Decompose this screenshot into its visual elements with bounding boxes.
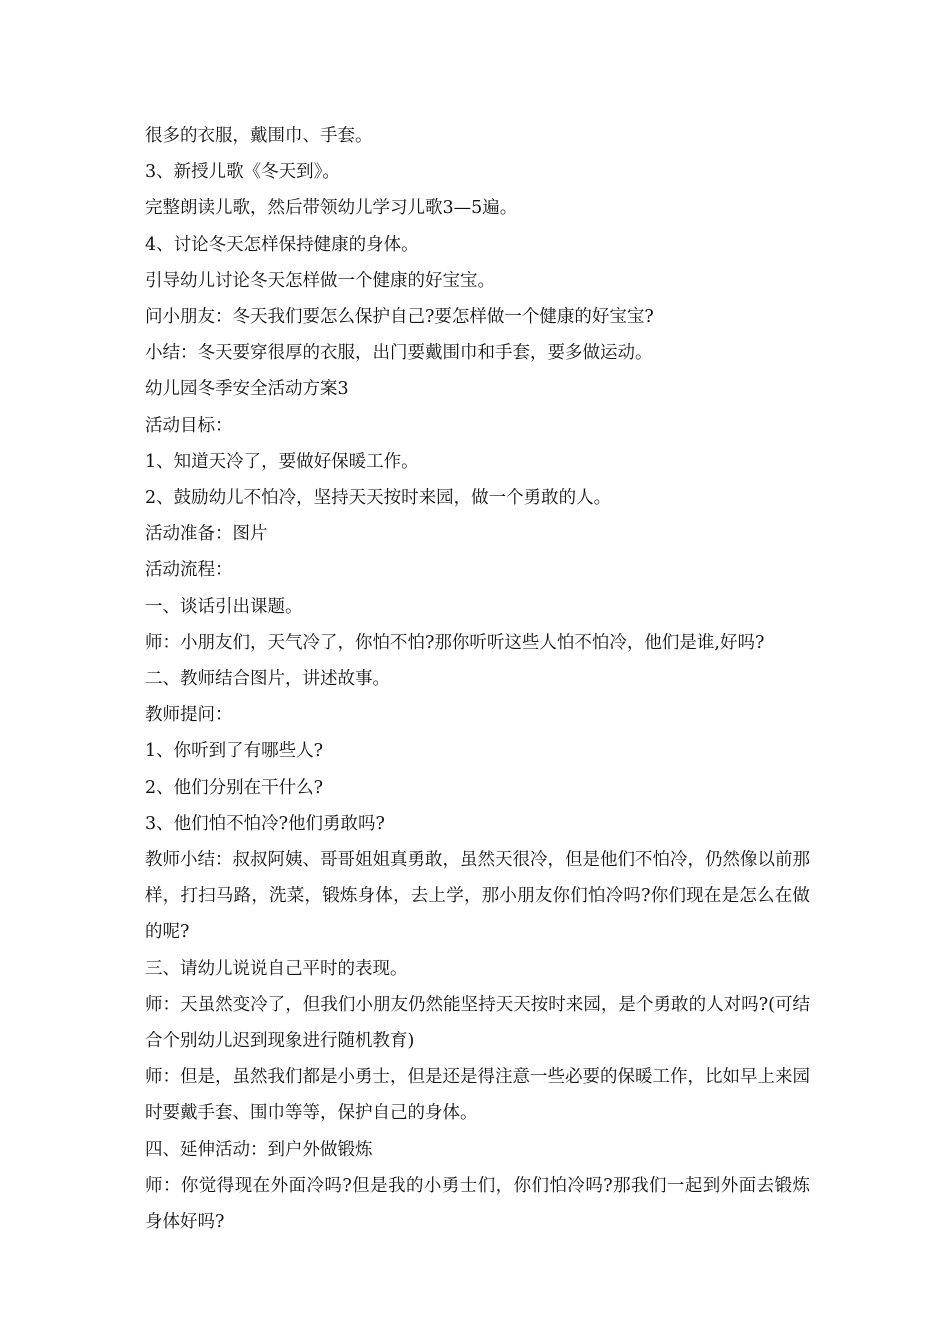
document-body <box>145 118 810 1240</box>
paragraph-6: 问小朋友：冬天我们要怎么保护自己?要怎样做一个健康的好宝宝? <box>145 307 654 328</box>
paragraph-20: 3、他们怕不怕冷?他们勇敢吗? <box>145 813 385 834</box>
paragraph-25: 四、延伸活动：到户外做锻炼 <box>145 1139 373 1160</box>
paragraph-23: 师：天虽然变冷了，但我们小朋友仍然能坚持天天按时来园，是个勇敢的人对吗?(可结合个别幼儿迟到现象进行随机教育) <box>145 994 810 1052</box>
paragraph-1: 很多的衣服，戴围巾、手套。 <box>145 126 373 146</box>
paragraph-16: 二、教师结合图片，讲述故事。 <box>145 669 390 690</box>
paragraph-19: 2、他们分别在干什么? <box>145 777 324 798</box>
paragraph-2: 3、新授儿歌《冬天到》。 <box>145 162 340 183</box>
paragraph-21: 教师小结：叔叔阿姨、哥哥姐姐真勇敢，虽然天很冷，但是他们不怕冷，仍然像以前那样，打扫马路，洗菜，锻炼身体，去上学，那小朋友你们怕冷吗?你们现在是怎么在做的呢? <box>145 850 810 943</box>
paragraph-12: 活动准备：图片 <box>145 524 268 545</box>
paragraph-22: 三、请幼儿说说自己平时的表现。 <box>145 958 408 979</box>
paragraph-26: 师：你觉得现在外面冷吗?但是我的小勇士们，你们怕冷吗?那我们一起到外面去锻炼身体好吗? <box>145 1175 810 1233</box>
paragraph-11: 2、鼓励幼儿不怕冷，坚持天天按时来园，做一个勇敢的人。 <box>145 488 612 509</box>
paragraph-18: 1、你听到了有哪些人? <box>145 741 324 762</box>
paragraph-13: 活动流程： <box>145 560 233 581</box>
paragraph-7: 小结：冬天要穿很厚的衣服，出门要戴围巾和手套，要多做运动。 <box>145 343 653 364</box>
section-title: 幼儿园冬季安全活动方案3 <box>145 379 349 400</box>
paragraph-15: 师：小朋友们，天气冷了，你怕不怕?那你听听这些人怕不怕冷，他们是谁,好吗? <box>145 632 765 653</box>
paragraph-9: 活动目标： <box>145 415 233 436</box>
paragraph-3: 完整朗读儿歌，然后带领幼儿学习儿歌3—5遍。 <box>145 198 518 219</box>
paragraph-24: 师：但是，虽然我们都是小勇士，但是还是得注意一些必要的保暖工作，比如早上来园时要戴手套、围巾等等，保护自己的身体。 <box>145 1067 810 1124</box>
paragraph-14: 一、谈话引出课题。 <box>145 596 303 617</box>
paragraph-4: 4、讨论冬天怎样保持健康的身体。 <box>145 234 419 255</box>
paragraph-10: 1、知道天冷了，要做好保暖工作。 <box>145 451 419 472</box>
paragraph-5: 引导幼儿讨论冬天怎样做一个健康的好宝宝。 <box>145 270 495 291</box>
paragraph-17: 教师提问： <box>145 705 233 726</box>
